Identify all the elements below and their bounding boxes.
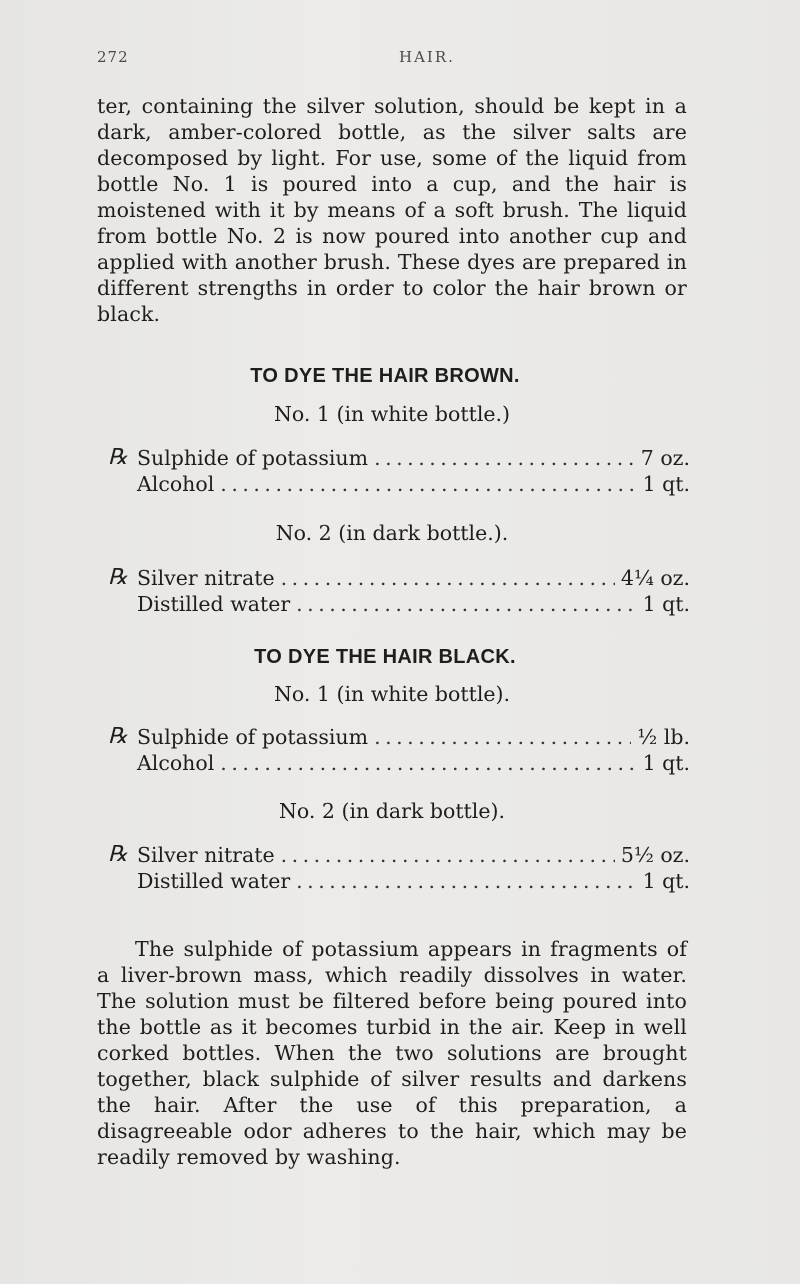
recipe-line [137,843,690,869]
running-title: HAIR. [399,48,455,66]
black-bottle2-label: No. 2 (in dark bottle). [278,799,505,823]
ingredient-name: Sulphide of potassium [137,725,369,749]
leader-dots [220,751,636,775]
ingredient-name: Sulphide of potassium [137,446,369,470]
ingredient-name: Distilled water [137,869,291,893]
rx-symbol: ℞ [108,724,128,749]
intro-paragraph: ter, containing the silver solution, should be kept in a dark, amber-colored bottle, as the silver salts are decomposed by light. For use, some of the liquid from bottle No. 1 is poured into a cup, and the hair is moistened with it by means of a soft brush. The liquid from bottle No. 2 is now poured into another cup and applied with another brush. These dyes are prepared in different strengths in order to color the hair brown or black. [97,94,687,326]
ingredient-name: Alcohol [137,751,215,775]
brown-bottle1-label: No. 1 (in white bottle.) [273,402,511,426]
recipe-line [137,592,690,618]
ingredient-quantity: 7 oz. [640,446,690,470]
leader-dots [296,592,636,616]
recipe-line [137,446,690,472]
ingredient-name: Distilled water [137,592,291,616]
ingredient-quantity: ½ lb. [637,725,690,749]
recipe-line [137,869,690,895]
leader-dots [296,869,636,893]
leader-dots [374,725,631,749]
ingredient-quantity: 1 qt. [642,592,690,616]
closing-paragraph: The sulphide of potassium appears in fragments of a liver-brown mass, which readily dissolves in water. The solution must be filtered before being poured into the bottle as it becomes turbid in the air. Keep in well corked bottles. When the two solutions are brought together, black sulphide of silver results and darkens the hair. After the use of this preparation, a disagreeable odor adheres to the hair, which may be readily removed by washing. [97,937,687,1169]
recipe-line [137,472,690,498]
leader-dots [281,843,615,867]
ingredient-name: Silver nitrate [137,843,275,867]
ingredient-name: Alcohol [137,472,215,496]
ingredient-quantity: 4¼ oz. [620,566,690,590]
rx-symbol: ℞ [108,565,128,590]
leader-dots [374,446,635,470]
rx-symbol: ℞ [108,445,128,470]
ingredient-quantity: 1 qt. [642,869,690,893]
rx-symbol: ℞ [108,842,128,867]
ingredient-quantity: 1 qt. [642,751,690,775]
ingredient-name: Silver nitrate [137,566,275,590]
brown-bottle2-label: No. 2 (in dark bottle.). [275,521,509,545]
black-bottle1-label: No. 1 (in white bottle). [273,682,511,706]
heading-brown: TO DYE THE HAIR BROWN. [250,365,520,387]
leader-dots [281,566,615,590]
leader-dots [220,472,636,496]
recipe-line [137,751,690,777]
page-number: 272 [97,48,129,66]
recipe-line [137,566,690,592]
ingredient-quantity: 5½ oz. [620,843,690,867]
ingredient-quantity: 1 qt. [642,472,690,496]
heading-black: TO DYE THE HAIR BLACK. [254,646,516,668]
recipe-line [137,725,690,751]
